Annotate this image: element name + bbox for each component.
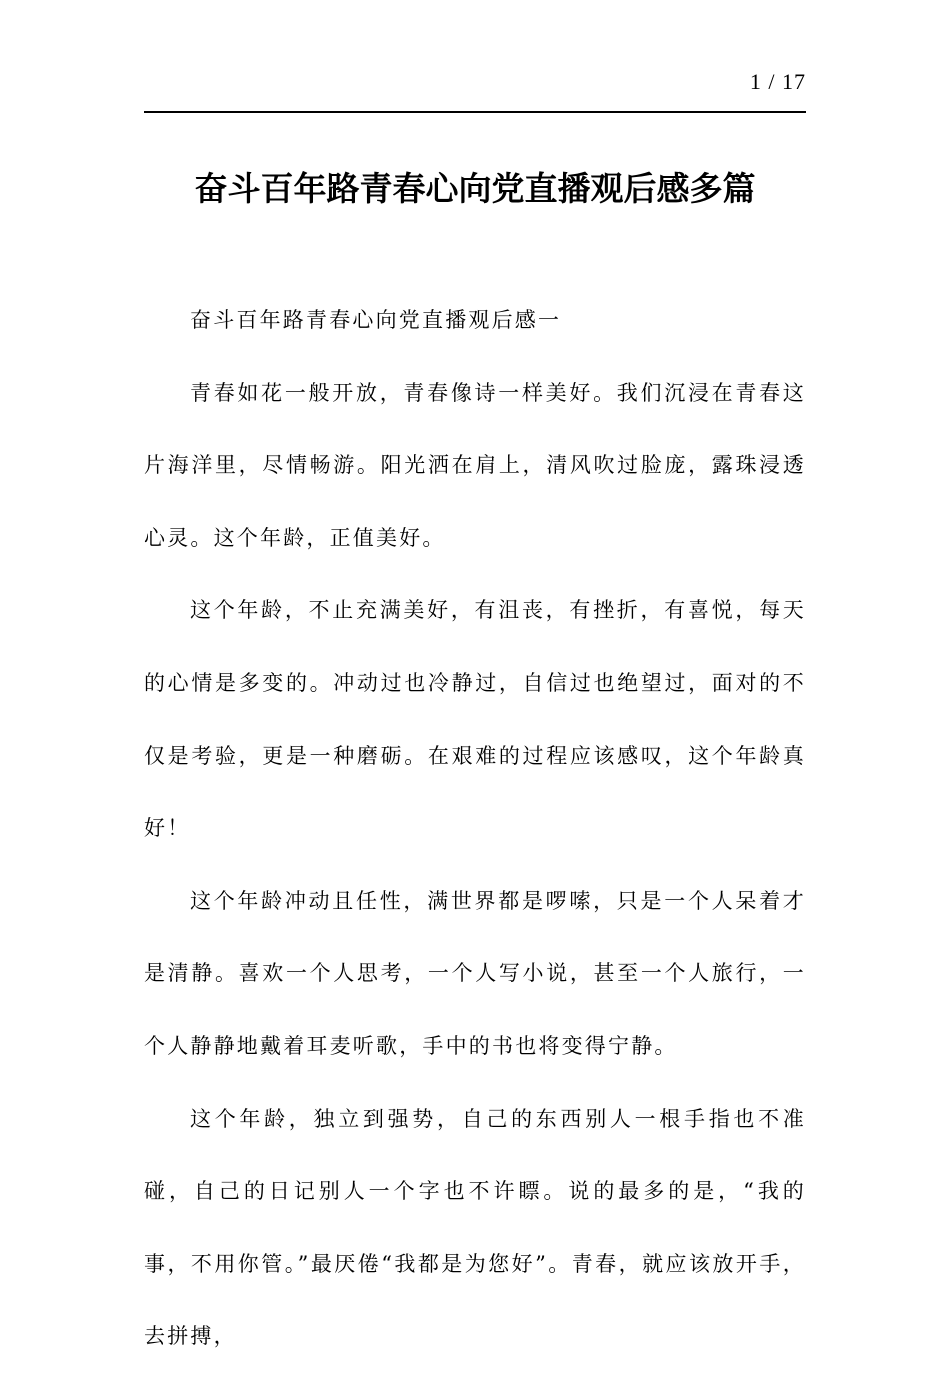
header-divider [144,111,806,113]
document-title: 奋斗百年路青春心向党直播观后感多篇 [194,169,756,208]
paragraph: 青春如花一般开放，青春像诗一样美好。我们沉浸在青春这片海洋里，尽情畅游。阳光洒在肩上，清风吹过脸庞，露珠浸透心灵。这个年龄，正值美好。 [144,380,806,550]
document-body [144,284,806,1373]
paragraph: 这个年龄，不止充满美好，有沮丧，有挫折，有喜悦，每天的心情是多变的。冲动过也冷静过，自信过也绝望过，面对的不仅是考验，更是一种磨砺。在艰难的过程应该感叹，这个年龄真好！ [144,598,806,841]
paragraph: 这个年龄，独立到强势，自己的东西别人一根手指也不准碰，自己的日记别人一个字也不许瞟。说的最多的是，“我的事，不用你管。”最厌倦“我都是为您好”。青春，就应该放开手，去拼搏， [144,1106,806,1349]
paragraph: 这个年龄冲动且任性，满世界都是啰嗦，只是一个人呆着才是清静。喜欢一个人思考，一个人写小说，甚至一个人旅行，一个人静静地戴着耳麦听歌，手中的书也将变得宁静。 [144,888,806,1058]
page-number: 1 / 17 [749,69,806,94]
section-heading: 奋斗百年路青春心向党直播观后感一 [190,308,562,332]
